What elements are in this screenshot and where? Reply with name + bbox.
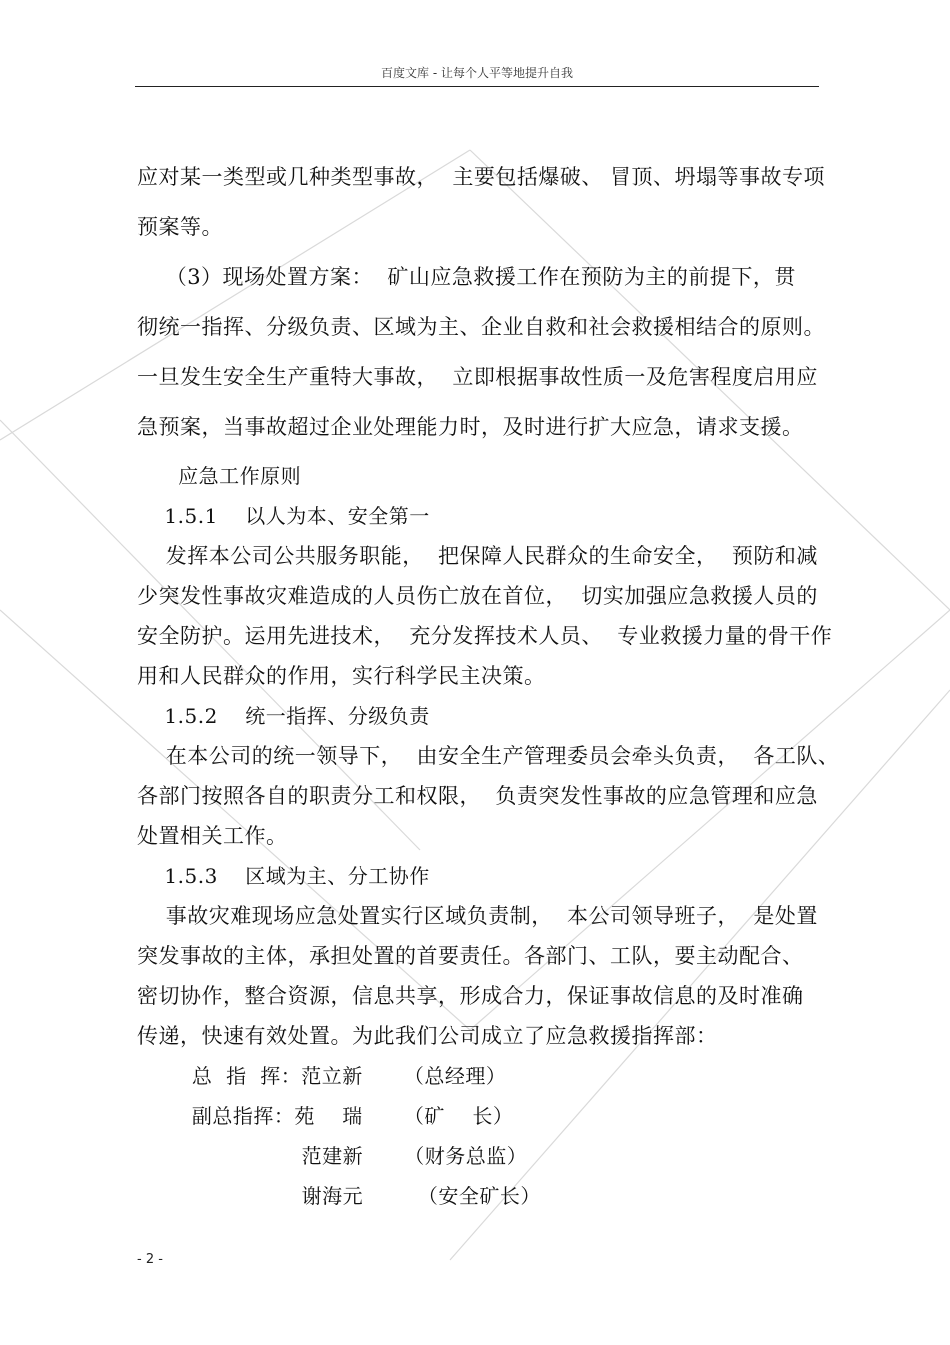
text-line: （3）现场处置方案： 矿山应急救援工作在预防为主的前提下，贯 [137,265,796,289]
header-rule [135,86,819,87]
text-line: 安全防护。运用先进技术， 充分发挥技术人员、 专业救援力量的骨干作 [137,624,833,648]
text-line: 少突发性事故灾难造成的人员伤亡放在首位， 切实加强应急救援人员的 [137,584,818,608]
text-line: 传递，快速有效处置。为此我们公司成立了应急救援指挥部： [137,1024,718,1048]
roster-line: 总 指 挥：范立新 （总经理） [137,1064,507,1088]
text-line: 处置相关工作。 [137,824,288,848]
text-line: 急预案，当事故超过企业处理能力时，及时进行扩大应急，请求支援。 [137,415,804,439]
roster-line: 谢海元 （安全矿长） [137,1184,541,1208]
page-number: - 2 - [137,1252,163,1267]
subsection-heading: 1.5.1 以人为本、安全第一 [137,504,430,528]
subsection-heading: 1.5.3 区域为主、分工协作 [137,864,430,888]
text-line: 发挥本公司公共服务职能， 把保障人民群众的生命安全， 预防和减 [137,544,818,568]
text-line: 一旦发生安全生产重特大事故， 立即根据事故性质一及危害程度启用应 [137,365,818,389]
subsection-heading: 1.5.2 统一指挥、分级负责 [137,704,430,728]
text-line: 密切协作，整合资源，信息共享，形成合力，保证事故信息的及时准确 [137,984,804,1008]
roster-line: 范建新 （财务总监） [137,1144,528,1168]
document-header: 百度文库 - 让每个人平等地提升自我 [381,66,573,80]
section-heading: 应急工作原则 [137,464,302,488]
text-line: 应对某一类型或几种类型事故， 主要包括爆破、 冒顶、坍塌等事故专项 [137,165,826,189]
text-line: 突发事故的主体，承担处置的首要责任。各部门、工队，要主动配合、 [137,944,804,968]
roster-line: 副总指挥：苑 瑞 （矿 长） [137,1104,514,1128]
text-line: 事故灾难现场应急处置实行区域负责制， 本公司领导班子， 是处置 [137,904,818,928]
text-line: 彻统一指挥、分级负责、区域为主、企业自救和社会救援相结合的原则。 [137,315,825,339]
text-line: 预案等。 [137,215,223,239]
text-line: 用和人民群众的作用，实行科学民主决策。 [137,664,546,688]
text-line: 各部门按照各自的职责分工和权限， 负责突发性事故的应急管理和应急 [137,784,818,808]
text-line: 在本公司的统一领导下， 由安全生产管理委员会牵头负责， 各工队、 [137,744,840,768]
